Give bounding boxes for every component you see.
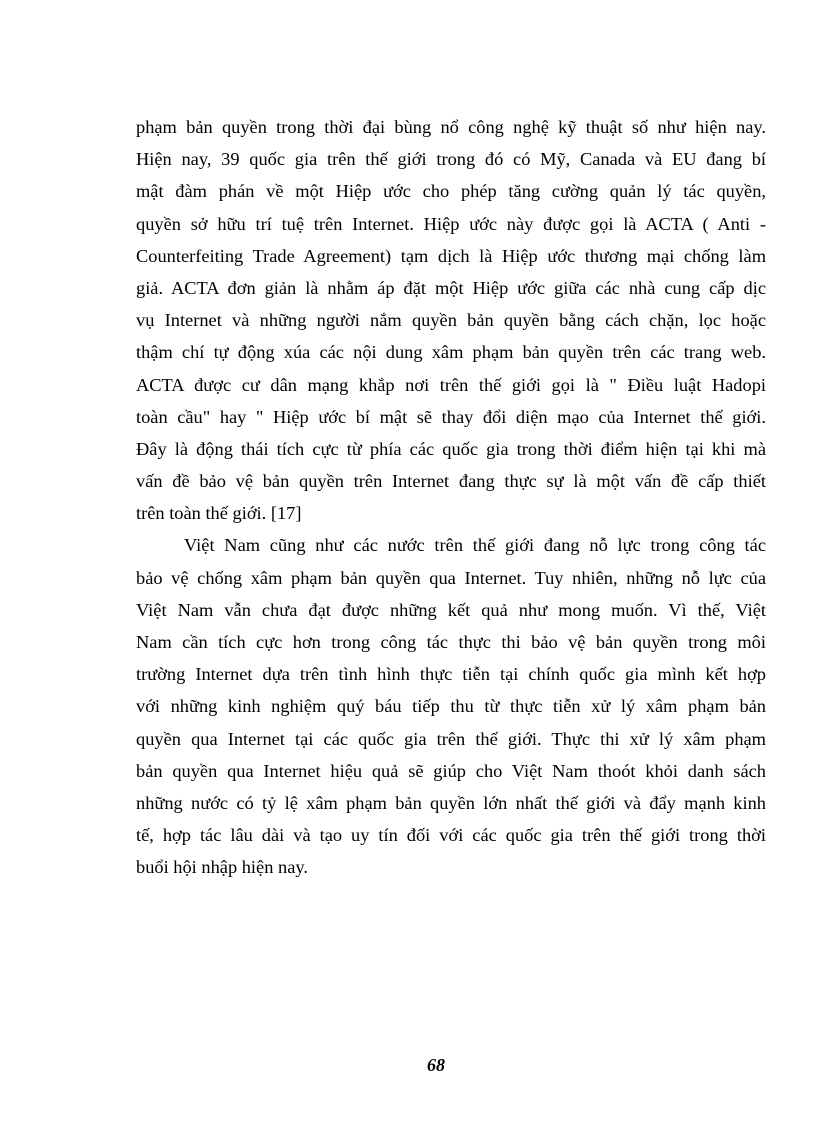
text-line: trường Internet dựa trên tình hình thực tiễn tại chính quốc gia mình kết hợp	[136, 664, 766, 685]
text-line: mật đàm phán về một Hiệp ước cho phép tăng cường quản lý tác quyền,	[136, 181, 766, 202]
text-line: ACTA được cư dân mạng khắp nơi trên thế giới gọi là " Điều luật Hadopi	[136, 374, 766, 395]
text-line: thậm chí tự động xúa các nội dung xâm phạm bản quyền trên các trang web.	[136, 342, 766, 363]
text-line: phạm bản quyền trong thời đại bùng nổ công nghệ kỹ thuật số như hiện nay.	[136, 117, 766, 137]
text-line: Hiện nay, 39 quốc gia trên thế giới trong đó có Mỹ, Canada và EU đang bí	[136, 149, 766, 170]
text-line: toàn cầu" hay " Hiệp ước bí mật sẽ thay đổi diện mạo của Internet thế giới.	[136, 406, 766, 427]
text-line: vấn đề bảo vệ bản quyền trên Internet đang thực sự là một vấn đề cấp thiết	[136, 471, 766, 492]
text-line: Nam cần tích cực hơn trong công tác thực thi bảo vệ bản quyền trong môi	[136, 632, 766, 652]
text-line: Việt Nam vẫn chưa đạt được những kết quả như mong muốn. Vì thế, Việt	[136, 599, 766, 620]
text-line: bản quyền qua Internet hiệu quả sẽ giúp cho Việt Nam thoót khỏi danh sách	[136, 760, 766, 781]
text-line: Đây là động thái tích cực từ phía các quốc gia trong thời điểm hiện tại khi mà	[136, 438, 766, 459]
text-line: trên toàn thế giới. [17]	[136, 503, 302, 524]
paragraph-acta	[136, 111, 766, 529]
text-line: vụ Internet và những người nắm quyền bản quyền bằng cách chặn, lọc hoặc	[136, 310, 766, 331]
text-line: Counterfeiting Trade Agreement) tạm dịch là Hiệp ước thương mại chống làm	[136, 245, 766, 266]
page-number: 68	[427, 1055, 445, 1075]
text-line: quyền sở hữu trí tuệ trên Internet. Hiệp ước này được gọi là ACTA ( Anti -	[136, 213, 766, 234]
text-line: buổi hội nhập hiện nay.	[136, 857, 308, 878]
paragraph-vietnam	[136, 529, 766, 883]
text-line: Việt Nam cũng như các nước trên thế giới đang nỗ lực trong công tác	[184, 535, 766, 556]
text-line: tế, hợp tác lâu dài và tạo uy tín đối với các quốc gia trên thế giới trong thời	[136, 825, 766, 846]
text-line: giả. ACTA đơn giản là nhằm áp đặt một Hiệp ước giữa các nhà cung cấp dịc	[136, 277, 766, 298]
text-line: bảo vệ chống xâm phạm bản quyền qua Internet. Tuy nhiên, những nỗ lực của	[136, 567, 766, 588]
text-line: những nước có tỷ lệ xâm phạm bản quyền lớn nhất thế giới và đẩy mạnh kinh	[136, 792, 766, 813]
document-body	[136, 111, 766, 884]
text-line: quyền qua Internet tại các quốc gia trên thế giới. Thực thi xử lý xâm phạm	[136, 728, 766, 749]
text-line: với những kinh nghiệm quý báu tiếp thu từ thực tiễn xử lý xâm phạm bản	[136, 696, 766, 717]
